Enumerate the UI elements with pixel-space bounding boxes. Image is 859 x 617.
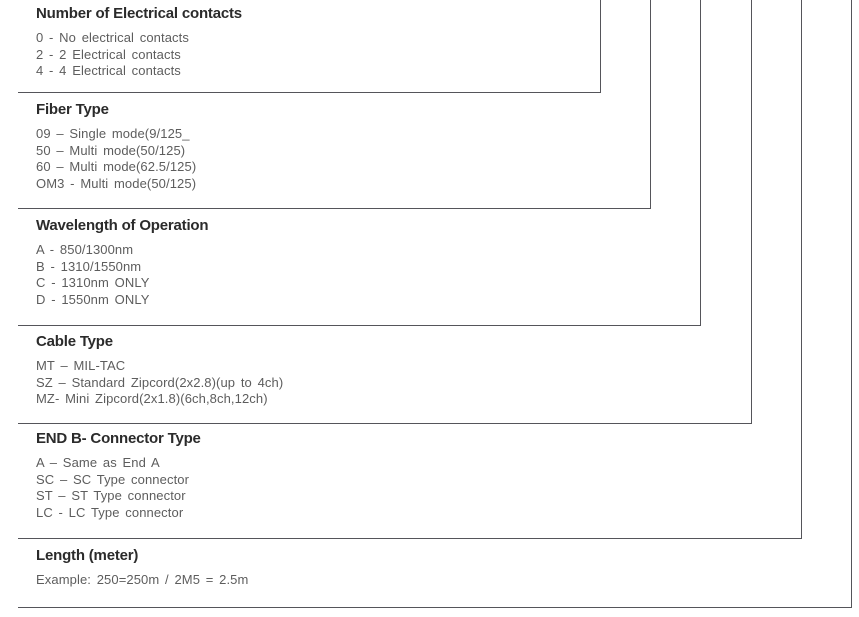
separator-line-end-b-connector (18, 423, 752, 424)
option-item: 0 - No electrical contacts (36, 30, 189, 45)
option-list (36, 126, 196, 192)
option-item: MT – MIL-TAC (36, 358, 126, 373)
section-electrical-contacts (36, 4, 242, 80)
option-item: D - 1550nm ONLY (36, 291, 150, 307)
section-length (36, 546, 248, 589)
separator-line-cable-type (18, 325, 701, 326)
section-fiber-type (36, 100, 196, 192)
separator-line-bottom (18, 607, 852, 608)
option-item: SZ – Standard Zipcord(2x2.8)(up to 4ch) (36, 374, 284, 390)
section-title: Number of Electrical contacts (36, 5, 242, 22)
option-item: LC - LC Type connector (36, 504, 184, 520)
bracket-line-wavelength (700, 0, 701, 326)
option-item: Example: 250=250m / 2M5 = 2.5m (36, 572, 249, 587)
option-item: 60 – Multi mode(62.5/125) (36, 159, 197, 174)
separator-line-wavelength (18, 208, 651, 209)
option-list (36, 572, 248, 589)
option-item: 2 - 2 Electrical contacts (36, 46, 181, 62)
section-title: Length (meter) (36, 547, 139, 564)
bracket-line-cable-type (751, 0, 752, 424)
option-list (36, 242, 208, 308)
option-item: C - 1310nm ONLY (36, 275, 150, 290)
bracket-line-fiber-type (650, 0, 651, 209)
option-item: 4 - 4 Electrical contacts (36, 63, 181, 78)
section-wavelength (36, 216, 208, 308)
option-item: SC – SC Type connector (36, 471, 190, 487)
section-title: END B- Connector Type (36, 430, 201, 447)
option-item: 50 – Multi mode(50/125) (36, 142, 186, 158)
option-list (36, 358, 283, 408)
option-item: 09 – Single mode(9/125_ (36, 126, 190, 141)
option-item: B - 1310/1550nm (36, 258, 142, 274)
section-title: Wavelength of Operation (36, 217, 209, 234)
option-item: ST – ST Type connector (36, 488, 186, 503)
section-title: Fiber Type (36, 101, 109, 118)
option-list (36, 30, 242, 80)
section-title: Cable Type (36, 333, 113, 350)
option-list (36, 455, 201, 521)
separator-line-fiber-type (18, 92, 601, 93)
section-end-b-connector (36, 429, 201, 521)
bracket-line-electrical-contacts (600, 0, 601, 93)
option-item: A – Same as End A (36, 455, 160, 470)
section-cable-type (36, 332, 283, 408)
option-item: OM3 - Multi mode(50/125) (36, 175, 197, 191)
option-item: A - 850/1300nm (36, 242, 134, 257)
separator-line-length (18, 538, 802, 539)
option-item: MZ- Mini Zipcord(2x1.8)(6ch,8ch,12ch) (36, 391, 268, 406)
bracket-line-length (851, 0, 852, 608)
bracket-line-end-b-connector (801, 0, 802, 539)
